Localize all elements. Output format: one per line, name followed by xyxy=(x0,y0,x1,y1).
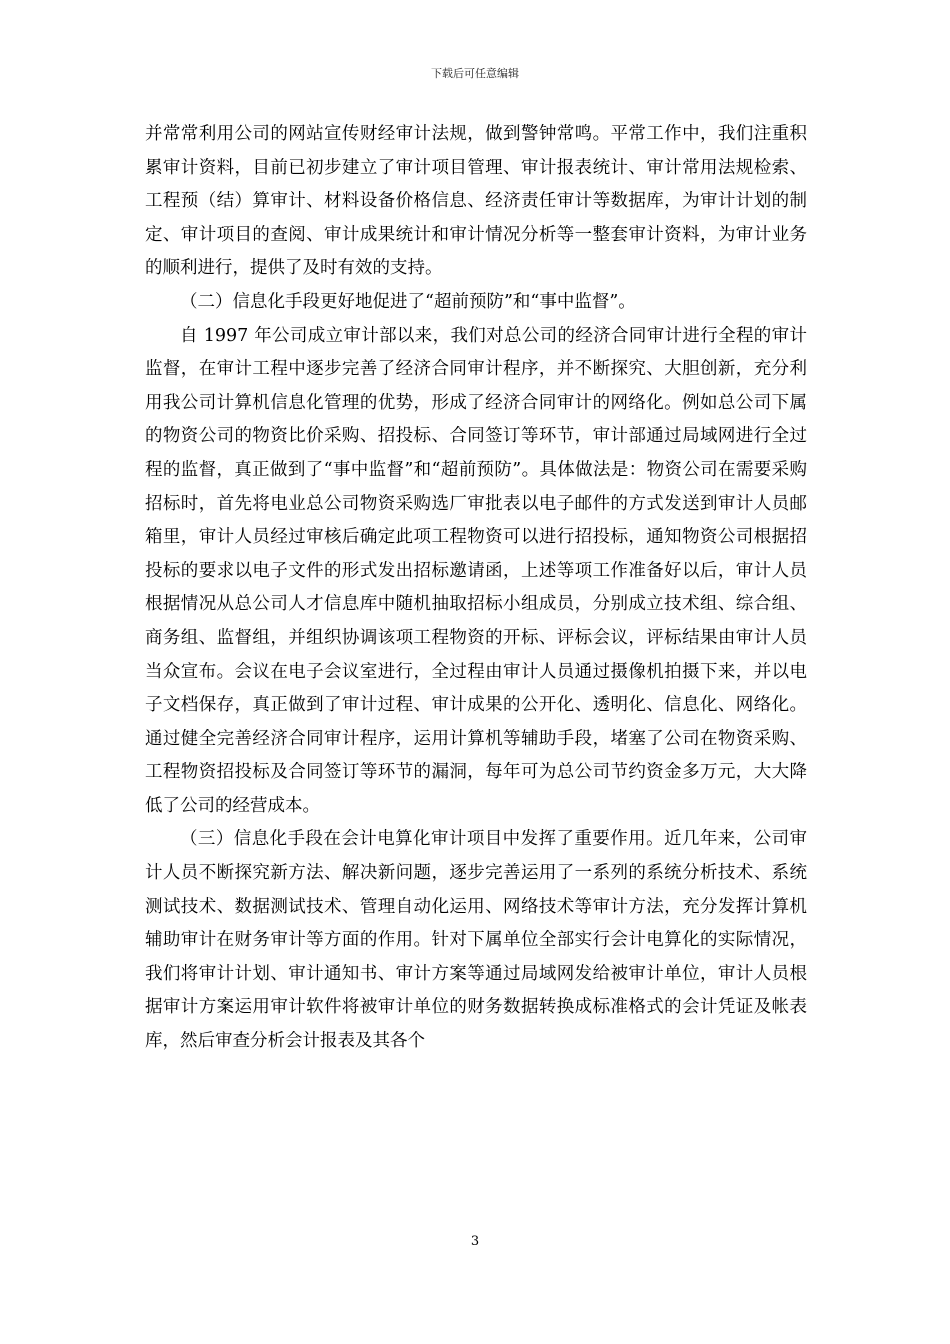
page-number: 3 xyxy=(470,1234,480,1249)
page-header: 下载后可任意编辑 xyxy=(431,67,519,80)
section-heading-2: （二）信息化手段更好地促进了“超前预防”和“事中监督”。 xyxy=(180,291,636,312)
document-body xyxy=(145,118,807,1059)
paragraph-continuation: 并常常利用公司的网站宣传财经审计法规，做到警钟常鸣。平常工作中，我们注重积累审计资料，目前已初步建立了审计项目管理、审计报表统计、审计常用法规检索、工程预（结）算审计、材料设备价格信息、经济责任审计等数据库，为审计计划的制定、审计项目的查阅、审计成果统计和审计情况分析等一整套审计资料，为审计业务的顺利进行，提供了及时有效的支持。 xyxy=(145,124,807,279)
section-heading-3: （三）信息化手段在会计电算化审计项目中发挥了重要作用。近几年来，公司审计人员不断探究新方法、解决新问题，逐步完善运用了一系列的系统分析技术、系统测试技术、数据测试技术、管理自动化运用、网络技术等审计方法，充分发挥计算机辅助审计在财务审计等方面的作用。针对下属单位全部实行会计电算化的实际情况，我们将审计计划、审计通知书、审计方案等通过局域网发给被审计单位，审计人员根据审计方案运用审计软件将被审计单位的财务数据转换成标准格式的会计凭证及帐表库，然后审查分析会计报表及其各个 xyxy=(145,829,807,1052)
paragraph-contract-audit: 自 1997 年公司成立审计部以来，我们对总公司的经济合同审计进行全程的审计监督，在审计工程中逐步完善了经济合同审计程序，并不断探究、大胆创新，充分利用我公司计算机信息化管理的优势，形成了经济合同审计的网络化。例如总公司下属的物资公司的物资比价采购、招投标、合同签订等环节，审计部通过局域网进行全过程的监督，真正做到了“事中监督”和“超前预防”。具体做法是：物资公司在需要采购招标时，首先将电业总公司物资采购选厂审批表以电子邮件的方式发送到审计人员邮箱里，审计人员经过审核后确定此项工程物资可以进行招投标，通知物资公司根据招投标的要求以电子文件的形式发出招标邀请函，上述等项工作准备好以后，审计人员根据情况从总公司人才信息库中随机抽取招标小组成员，分别成立技术组、综合组、商务组、监督组，并组织协调该项工程物资的开标、评标会议，评标结果由审计人员当众宣布。会议在电子会议室进行，全过程由审计人员通过摄像机拍摄下来，并以电子文档保存，真正做到了审计过程、审计成果的公开化、透明化、信息化、网络化。通过健全完善经济合同审计程序，运用计算机等辅助手段，堵塞了公司在物资采购、工程物资招投标及合同签订等环节的漏洞，每年可为总公司节约资金多万元，大大降低了公司的经营成本。 xyxy=(145,325,807,816)
